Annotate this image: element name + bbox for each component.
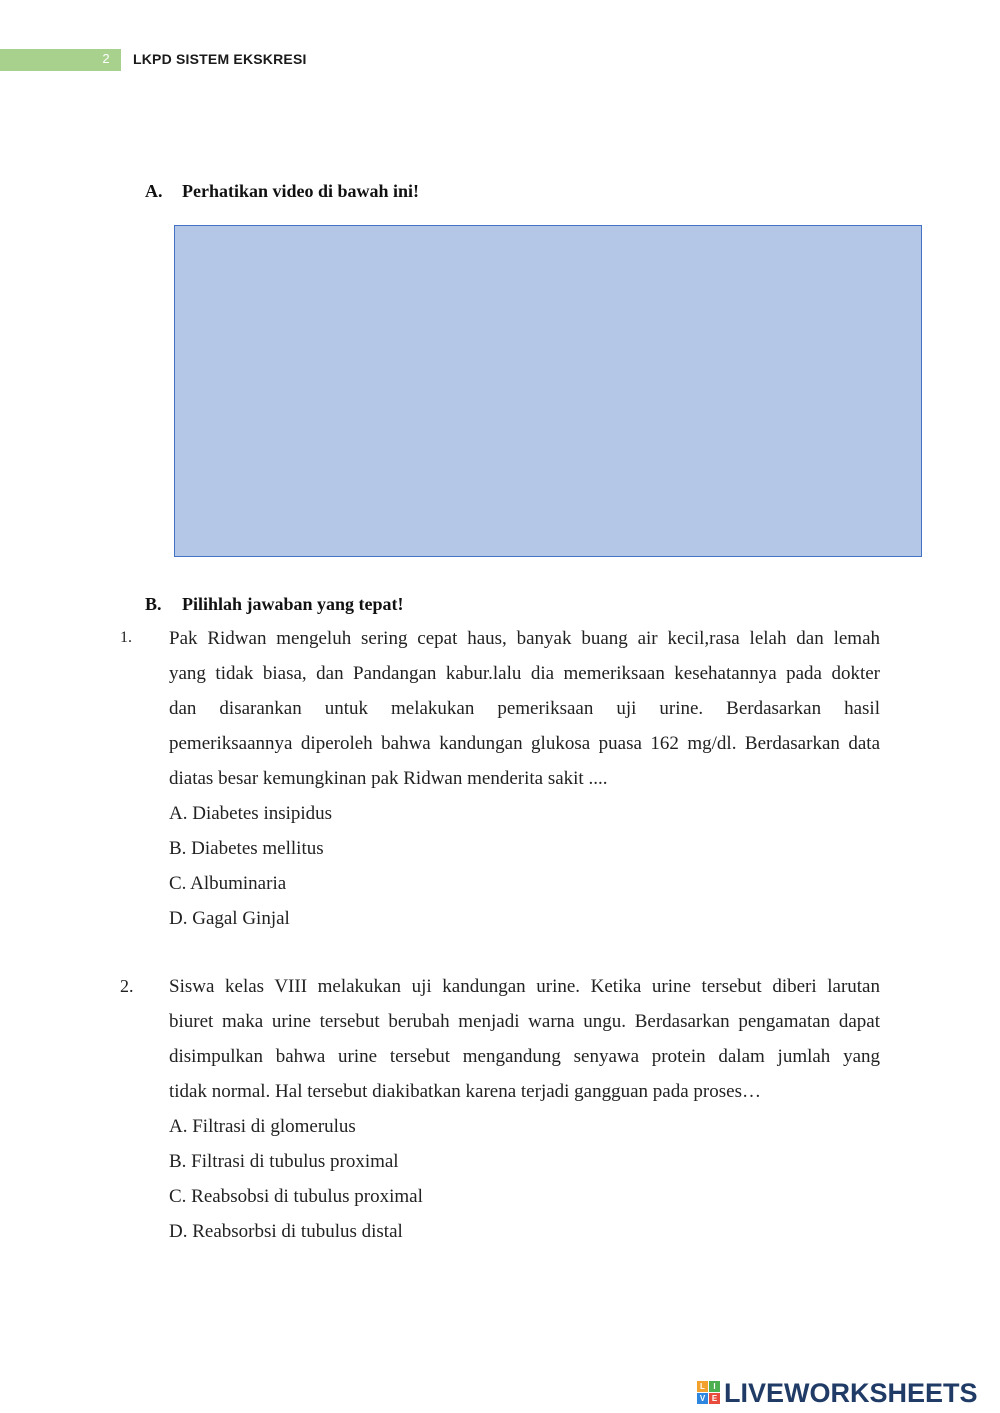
- option-a[interactable]: A. Diabetes insipidus: [169, 803, 333, 824]
- question-line: biuret maka urine tersebut berubah menjadi warna ungu. Berdasarkan pengamatan dapat: [169, 1011, 880, 1032]
- question-text: [169, 621, 880, 796]
- option-b[interactable]: B. Filtrasi di tubulus proximal: [169, 1151, 399, 1172]
- section-b-heading: [145, 594, 404, 615]
- option-d[interactable]: D. Reabsorbsi di tubulus distal: [169, 1221, 403, 1242]
- question-line: diatas besar kemungkinan pak Ridwan menderita sakit ....: [169, 768, 608, 789]
- question-line: dan disarankan untuk melakukan pemeriksaan uji urine. Berdasarkan hasil: [169, 698, 880, 719]
- document-title: LKPD SISTEM EKSKRESI: [133, 51, 307, 67]
- question-line: pemeriksaannya diperoleh bahwa kandungan glukosa puasa 162 mg/dl. Berdasarkan data: [169, 733, 880, 754]
- page-number: 2: [102, 51, 110, 66]
- answer-options: [169, 1109, 880, 1249]
- question-line: disimpulkan bahwa urine tersebut mengandung senyawa protein dalam jumlah yang: [169, 1046, 880, 1067]
- option-c[interactable]: C. Reabsobsi di tubulus proximal: [169, 1186, 423, 1207]
- liveworksheets-logo-icon: L I V E: [697, 1381, 721, 1405]
- brand-name: LIVEWORKSHEETS: [724, 1377, 978, 1408]
- section-a-text: Perhatikan video di bawah ini!: [182, 181, 420, 201]
- question-line: Pak Ridwan mengeluh sering cepat haus, banyak buang air kecil,rasa lelah dan lemah: [169, 628, 880, 649]
- question-1: [120, 621, 880, 936]
- section-b-text: Pilihlah jawaban yang tepat!: [182, 594, 404, 614]
- question-number: 2.: [120, 976, 134, 996]
- section-a-letter: A.: [145, 181, 163, 201]
- question-line: tidak normal. Hal tersebut diakibatkan karena terjadi gangguan pada proses…: [169, 1081, 761, 1102]
- question-number: 1.: [120, 629, 132, 646]
- video-placeholder[interactable]: [174, 225, 922, 557]
- option-d[interactable]: D. Gagal Ginjal: [169, 908, 290, 929]
- section-b-letter: B.: [145, 594, 162, 614]
- question-text: [169, 969, 880, 1109]
- question-2: [120, 969, 880, 1249]
- option-b[interactable]: B. Diabetes mellitus: [169, 838, 324, 859]
- option-c[interactable]: C. Albuminaria: [169, 873, 287, 894]
- question-line: yang tidak biasa, dan Pandangan kabur.lalu dia memeriksaan kesehatannya pada dokter: [169, 663, 880, 684]
- answer-options: [169, 796, 880, 936]
- option-a[interactable]: A. Filtrasi di glomerulus: [169, 1116, 356, 1137]
- liveworksheets-brand[interactable]: [697, 1378, 978, 1408]
- question-line: Siswa kelas VIII melakukan uji kandungan urine. Ketika urine tersebut diberi larutan: [169, 976, 880, 997]
- section-a-heading: [145, 181, 419, 202]
